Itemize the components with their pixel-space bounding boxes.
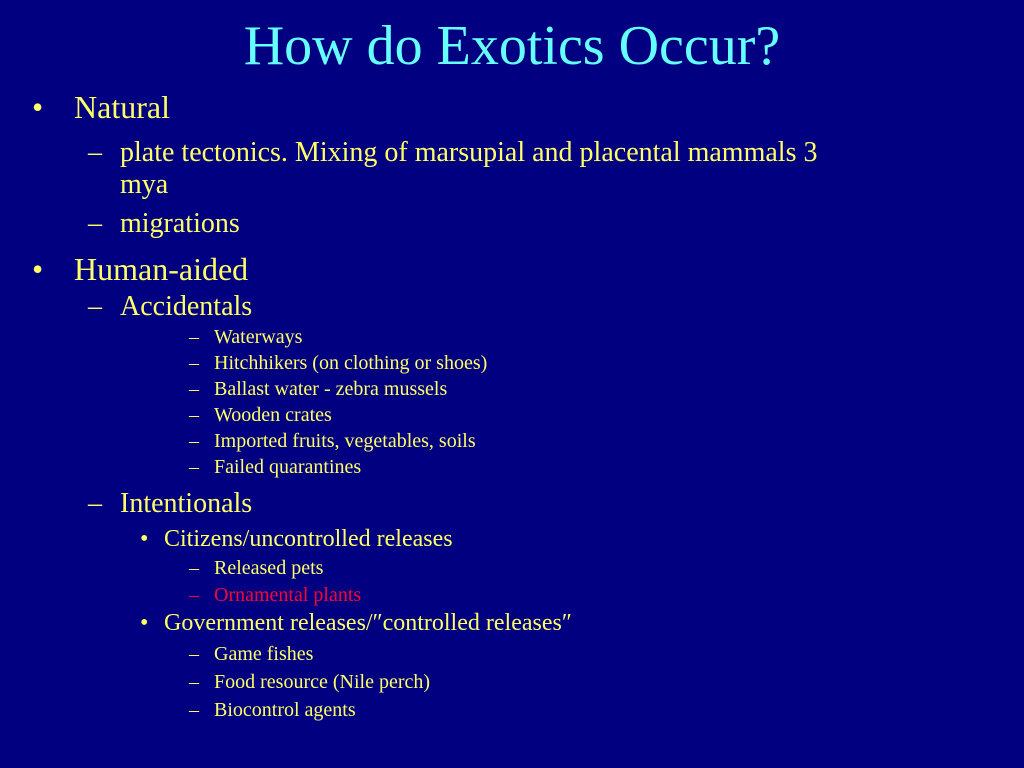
dash-marker: – <box>189 557 199 579</box>
slide-title: How do Exotics Occur? <box>243 15 781 77</box>
dash-marker: – <box>189 404 199 426</box>
dash-marker: – <box>189 699 199 721</box>
list-item-text: Imported fruits, vegetables, soils <box>214 430 476 452</box>
list-item-text: Ornamental plants <box>214 584 362 606</box>
dash-marker: – <box>88 488 102 519</box>
bullet-marker: • <box>140 526 149 552</box>
sub-item-plate-tectonics-continued: mya <box>120 169 169 200</box>
bullet-natural-label: Natural <box>74 89 170 125</box>
bullet-citizens-releases-label: Citizens/uncontrolled releases <box>164 526 453 552</box>
list-item-text: Released pets <box>214 557 324 579</box>
dash-marker: – <box>88 208 102 239</box>
list-item-text: Waterways <box>214 326 303 348</box>
list-item-text: Game fishes <box>214 643 314 665</box>
bullet-marker: • <box>140 610 149 636</box>
dash-marker: – <box>189 430 199 452</box>
sub-item-plate-tectonics-text: plate tectonics. Mixing of marsupial and placental mammals 3 <box>120 137 818 168</box>
dash-marker: – <box>189 643 199 665</box>
bullet-marker: • <box>32 251 44 287</box>
list-item-text: Hitchhikers (on clothing or shoes) <box>214 352 488 374</box>
bullet-human-aided-label: Human-aided <box>74 251 249 287</box>
dash-marker: – <box>189 326 199 348</box>
list-item-text: Biocontrol agents <box>214 699 356 721</box>
dash-marker: – <box>189 671 199 693</box>
bullet-government-releases-label: Government releases/″controlled releases″ <box>164 610 572 636</box>
list-item-text: Wooden crates <box>214 404 332 426</box>
list-item-text: Food resource (Nile perch) <box>214 671 431 693</box>
dash-marker: – <box>189 352 199 374</box>
sub-item-accidentals-label: Accidentals <box>120 291 253 322</box>
list-item-text: Ballast water - zebra mussels <box>214 378 448 400</box>
dash-marker: – <box>88 291 102 322</box>
list-item-text: Failed quarantines <box>214 456 362 478</box>
bullet-marker: • <box>32 89 44 125</box>
dash-marker: – <box>189 584 199 606</box>
sub-item-migrations-text: migrations <box>120 208 240 239</box>
dash-marker: – <box>189 378 199 400</box>
dash-marker: – <box>88 137 102 168</box>
sub-item-intentionals-label: Intentionals <box>120 488 253 519</box>
dash-marker: – <box>189 456 199 478</box>
